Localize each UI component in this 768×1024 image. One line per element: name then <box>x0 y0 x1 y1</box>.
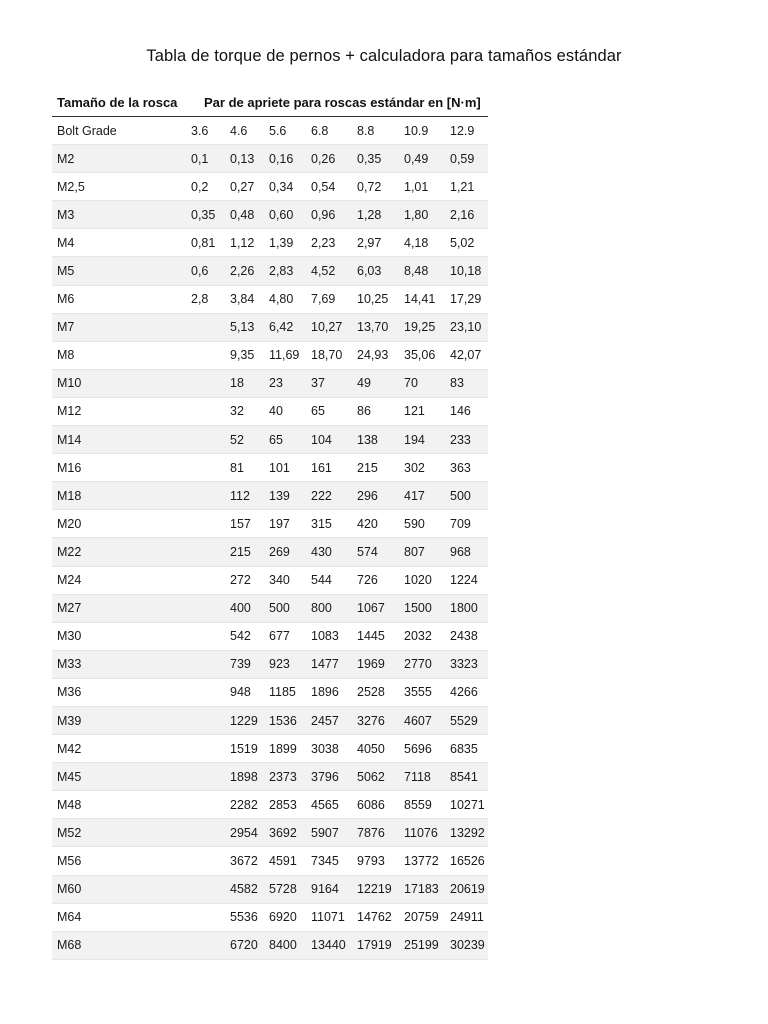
torque-value-cell <box>191 594 225 622</box>
torque-value-cell: 0,6 <box>191 257 225 285</box>
torque-value-cell <box>191 903 225 931</box>
torque-value-cell: 14762 <box>352 903 399 931</box>
thread-size-cell: M3 <box>52 201 191 229</box>
torque-value-cell: 1224 <box>445 566 488 594</box>
torque-value-cell: 17183 <box>399 875 445 903</box>
table-row <box>52 706 488 734</box>
torque-value-cell: 5,02 <box>445 229 488 257</box>
torque-value-cell: 1896 <box>306 678 352 706</box>
torque-value-cell: 5907 <box>306 819 352 847</box>
torque-value-cell: 726 <box>352 566 399 594</box>
torque-value-cell: 2770 <box>399 650 445 678</box>
torque-value-cell <box>191 426 225 454</box>
torque-value-cell: 20759 <box>399 903 445 931</box>
torque-value-cell: 1020 <box>399 566 445 594</box>
thread-size-cell: M10 <box>52 369 191 397</box>
torque-value-cell: 146 <box>445 397 488 425</box>
torque-value-cell: 574 <box>352 538 399 566</box>
torque-value-cell: 2282 <box>225 791 264 819</box>
thread-size-cell: M64 <box>52 903 191 931</box>
torque-value-cell: 542 <box>225 622 264 650</box>
torque-value-cell: 1,21 <box>445 173 488 201</box>
torque-value-cell: 11076 <box>399 819 445 847</box>
table-row <box>52 482 488 510</box>
thread-size-cell: M16 <box>52 454 191 482</box>
torque-value-cell: 5,13 <box>225 313 264 341</box>
table-row <box>52 791 488 819</box>
torque-value-cell: 2457 <box>306 706 352 734</box>
thread-size-cell: M48 <box>52 791 191 819</box>
torque-value-cell: 25199 <box>399 931 445 959</box>
torque-value-cell: 8541 <box>445 763 488 791</box>
table-row <box>52 117 488 145</box>
torque-value-cell: 10,25 <box>352 285 399 313</box>
torque-value-cell <box>191 313 225 341</box>
table-row <box>52 341 488 369</box>
torque-value-cell: 17919 <box>352 931 399 959</box>
torque-value-cell: 4,18 <box>399 229 445 257</box>
thread-size-cell: M42 <box>52 735 191 763</box>
torque-value-cell: 340 <box>264 566 306 594</box>
torque-value-cell: 296 <box>352 482 399 510</box>
torque-value-cell: 40 <box>264 397 306 425</box>
torque-value-cell: 272 <box>225 566 264 594</box>
torque-value-cell: 269 <box>264 538 306 566</box>
torque-value-cell: 2853 <box>264 791 306 819</box>
table-row <box>52 397 488 425</box>
torque-value-cell: 0,2 <box>191 173 225 201</box>
torque-value-cell: 17,29 <box>445 285 488 313</box>
thread-size-cell: M12 <box>52 397 191 425</box>
torque-value-cell: 1500 <box>399 594 445 622</box>
torque-value-cell: 590 <box>399 510 445 538</box>
torque-value-cell: 4050 <box>352 735 399 763</box>
torque-value-cell <box>191 341 225 369</box>
torque-value-cell: 81 <box>225 454 264 482</box>
torque-value-cell: 104 <box>306 426 352 454</box>
torque-value-cell: 4565 <box>306 791 352 819</box>
torque-value-cell: 2,97 <box>352 229 399 257</box>
torque-value-cell: 9,35 <box>225 341 264 369</box>
thread-size-cell: M52 <box>52 819 191 847</box>
torque-value-cell: 1,80 <box>399 201 445 229</box>
torque-value-cell: 6,03 <box>352 257 399 285</box>
table-row <box>52 903 488 931</box>
torque-value-cell: 13,70 <box>352 313 399 341</box>
torque-value-cell: 4.6 <box>225 117 264 145</box>
torque-value-cell: 3555 <box>399 678 445 706</box>
torque-value-cell: 13440 <box>306 931 352 959</box>
torque-value-cell: 7,69 <box>306 285 352 313</box>
torque-value-cell: 0,1 <box>191 145 225 173</box>
torque-value-cell: 0,16 <box>264 145 306 173</box>
torque-value-cell: 363 <box>445 454 488 482</box>
torque-value-cell: 417 <box>399 482 445 510</box>
torque-value-cell: 23,10 <box>445 313 488 341</box>
torque-value-cell: 1969 <box>352 650 399 678</box>
torque-value-cell: 24,93 <box>352 341 399 369</box>
torque-value-cell: 13772 <box>399 847 445 875</box>
thread-size-cell: M60 <box>52 875 191 903</box>
thread-size-cell: M5 <box>52 257 191 285</box>
torque-value-cell: 10,18 <box>445 257 488 285</box>
torque-value-cell: 3796 <box>306 763 352 791</box>
table-row <box>52 650 488 678</box>
torque-value-cell: 0,35 <box>352 145 399 173</box>
torque-value-cell: 0,60 <box>264 201 306 229</box>
torque-value-cell <box>191 847 225 875</box>
torque-value-cell <box>191 763 225 791</box>
torque-value-cell: 12.9 <box>445 117 488 145</box>
torque-value-cell: 49 <box>352 369 399 397</box>
torque-value-cell: 10.9 <box>399 117 445 145</box>
torque-value-cell: 4607 <box>399 706 445 734</box>
table-row <box>52 285 488 313</box>
table-row <box>52 173 488 201</box>
torque-value-cell: 215 <box>352 454 399 482</box>
torque-value-cell: 1477 <box>306 650 352 678</box>
torque-value-cell: 42,07 <box>445 341 488 369</box>
table-row <box>52 847 488 875</box>
table-row <box>52 454 488 482</box>
torque-value-cell <box>191 538 225 566</box>
torque-value-cell: 2954 <box>225 819 264 847</box>
torque-value-cell: 968 <box>445 538 488 566</box>
torque-value-cell: 215 <box>225 538 264 566</box>
torque-value-cell: 6920 <box>264 903 306 931</box>
header-thread-size: Tamaño de la rosca <box>52 88 191 117</box>
thread-size-cell: M22 <box>52 538 191 566</box>
torque-value-cell: 2438 <box>445 622 488 650</box>
torque-value-cell: 8400 <box>264 931 306 959</box>
table-row <box>52 145 488 173</box>
table-row <box>52 931 488 959</box>
torque-value-cell: 18,70 <box>306 341 352 369</box>
torque-value-cell: 7876 <box>352 819 399 847</box>
thread-size-cell: Bolt Grade <box>52 117 191 145</box>
thread-size-cell: M68 <box>52 931 191 959</box>
torque-value-cell: 23 <box>264 369 306 397</box>
torque-value-cell: 1067 <box>352 594 399 622</box>
torque-value-cell: 2,83 <box>264 257 306 285</box>
table-row <box>52 763 488 791</box>
torque-value-cell: 9793 <box>352 847 399 875</box>
torque-value-cell: 7345 <box>306 847 352 875</box>
torque-value-cell: 19,25 <box>399 313 445 341</box>
torque-value-cell: 18 <box>225 369 264 397</box>
torque-value-cell: 500 <box>445 482 488 510</box>
torque-value-cell: 948 <box>225 678 264 706</box>
torque-value-cell: 112 <box>225 482 264 510</box>
table-row <box>52 229 488 257</box>
torque-value-cell: 923 <box>264 650 306 678</box>
torque-value-cell: 0,34 <box>264 173 306 201</box>
torque-table <box>52 88 488 960</box>
page-title: Tabla de torque de pernos + calculadora para tamaños estándar <box>146 47 622 65</box>
thread-size-cell: M45 <box>52 763 191 791</box>
torque-value-cell: 420 <box>352 510 399 538</box>
torque-value-cell: 1800 <box>445 594 488 622</box>
table-row <box>52 257 488 285</box>
torque-value-cell: 5536 <box>225 903 264 931</box>
torque-value-cell: 0,81 <box>191 229 225 257</box>
torque-value-cell: 13292 <box>445 819 488 847</box>
torque-value-cell: 233 <box>445 426 488 454</box>
torque-value-cell: 800 <box>306 594 352 622</box>
torque-value-cell: 1445 <box>352 622 399 650</box>
torque-value-cell: 3276 <box>352 706 399 734</box>
torque-value-cell: 3692 <box>264 819 306 847</box>
torque-value-cell: 4,80 <box>264 285 306 313</box>
torque-value-cell: 0,59 <box>445 145 488 173</box>
torque-value-cell: 222 <box>306 482 352 510</box>
torque-value-cell: 11071 <box>306 903 352 931</box>
table-row <box>52 538 488 566</box>
torque-value-cell: 6086 <box>352 791 399 819</box>
torque-value-cell <box>191 819 225 847</box>
torque-value-cell: 1898 <box>225 763 264 791</box>
torque-value-cell: 197 <box>264 510 306 538</box>
table-row <box>52 313 488 341</box>
torque-value-cell: 709 <box>445 510 488 538</box>
torque-value-cell: 24911 <box>445 903 488 931</box>
torque-value-cell: 32 <box>225 397 264 425</box>
torque-value-cell: 30239 <box>445 931 488 959</box>
thread-size-cell: M6 <box>52 285 191 313</box>
torque-value-cell: 2,8 <box>191 285 225 313</box>
thread-size-cell: M8 <box>52 341 191 369</box>
torque-value-cell: 739 <box>225 650 264 678</box>
torque-value-cell <box>191 482 225 510</box>
torque-value-cell: 1,39 <box>264 229 306 257</box>
torque-value-cell: 14,41 <box>399 285 445 313</box>
table-row <box>52 369 488 397</box>
thread-size-cell: M20 <box>52 510 191 538</box>
torque-value-cell: 3038 <box>306 735 352 763</box>
torque-value-cell: 2,26 <box>225 257 264 285</box>
torque-value-cell: 6,42 <box>264 313 306 341</box>
thread-size-cell: M36 <box>52 678 191 706</box>
torque-value-cell <box>191 454 225 482</box>
torque-value-cell: 10,27 <box>306 313 352 341</box>
torque-value-cell: 1,01 <box>399 173 445 201</box>
table-row <box>52 201 488 229</box>
torque-value-cell: 70 <box>399 369 445 397</box>
torque-value-cell <box>191 397 225 425</box>
torque-value-cell <box>191 706 225 734</box>
torque-value-cell: 37 <box>306 369 352 397</box>
torque-value-cell: 161 <box>306 454 352 482</box>
torque-value-cell: 8559 <box>399 791 445 819</box>
torque-value-cell: 1536 <box>264 706 306 734</box>
torque-value-cell: 5696 <box>399 735 445 763</box>
table-row <box>52 875 488 903</box>
torque-value-cell: 8,48 <box>399 257 445 285</box>
table-row <box>52 594 488 622</box>
torque-value-cell: 0,26 <box>306 145 352 173</box>
torque-value-cell <box>191 510 225 538</box>
torque-value-cell: 0,96 <box>306 201 352 229</box>
table-row <box>52 426 488 454</box>
torque-value-cell: 35,06 <box>399 341 445 369</box>
torque-value-cell: 3,84 <box>225 285 264 313</box>
torque-value-cell: 194 <box>399 426 445 454</box>
torque-value-cell: 5529 <box>445 706 488 734</box>
header-torque: Par de apriete para roscas estándar en [N·m] <box>191 88 488 117</box>
torque-value-cell: 5062 <box>352 763 399 791</box>
torque-value-cell: 430 <box>306 538 352 566</box>
torque-value-cell: 0,54 <box>306 173 352 201</box>
torque-value-cell: 6835 <box>445 735 488 763</box>
thread-size-cell: M18 <box>52 482 191 510</box>
torque-value-cell: 86 <box>352 397 399 425</box>
torque-value-cell: 1229 <box>225 706 264 734</box>
torque-value-cell: 677 <box>264 622 306 650</box>
torque-value-cell: 5728 <box>264 875 306 903</box>
torque-value-cell: 101 <box>264 454 306 482</box>
torque-value-cell: 4582 <box>225 875 264 903</box>
table-row <box>52 735 488 763</box>
torque-value-cell: 544 <box>306 566 352 594</box>
torque-value-cell: 2528 <box>352 678 399 706</box>
thread-size-cell: M56 <box>52 847 191 875</box>
torque-value-cell: 0,49 <box>399 145 445 173</box>
torque-value-cell: 16526 <box>445 847 488 875</box>
torque-value-cell: 138 <box>352 426 399 454</box>
torque-value-cell: 1,28 <box>352 201 399 229</box>
table-row <box>52 819 488 847</box>
thread-size-cell: M14 <box>52 426 191 454</box>
thread-size-cell: M33 <box>52 650 191 678</box>
torque-value-cell: 2,23 <box>306 229 352 257</box>
thread-size-cell: M7 <box>52 313 191 341</box>
table-row <box>52 622 488 650</box>
torque-value-cell: 2,16 <box>445 201 488 229</box>
torque-value-cell: 4266 <box>445 678 488 706</box>
torque-value-cell: 139 <box>264 482 306 510</box>
torque-value-cell: 65 <box>306 397 352 425</box>
table-row <box>52 566 488 594</box>
torque-value-cell: 302 <box>399 454 445 482</box>
torque-value-cell <box>191 735 225 763</box>
torque-value-cell: 7118 <box>399 763 445 791</box>
torque-value-cell: 500 <box>264 594 306 622</box>
torque-value-cell: 65 <box>264 426 306 454</box>
torque-value-cell: 2032 <box>399 622 445 650</box>
torque-value-cell: 0,35 <box>191 201 225 229</box>
torque-value-cell: 83 <box>445 369 488 397</box>
torque-value-cell: 1899 <box>264 735 306 763</box>
torque-value-cell: 10271 <box>445 791 488 819</box>
thread-size-cell: M30 <box>52 622 191 650</box>
torque-value-cell: 52 <box>225 426 264 454</box>
torque-value-cell: 315 <box>306 510 352 538</box>
torque-value-cell: 6720 <box>225 931 264 959</box>
torque-value-cell: 400 <box>225 594 264 622</box>
torque-value-cell: 4,52 <box>306 257 352 285</box>
torque-value-cell: 0,13 <box>225 145 264 173</box>
torque-value-cell: 11,69 <box>264 341 306 369</box>
torque-value-cell: 1083 <box>306 622 352 650</box>
torque-value-cell: 0,48 <box>225 201 264 229</box>
torque-value-cell: 0,27 <box>225 173 264 201</box>
thread-size-cell: M39 <box>52 706 191 734</box>
torque-value-cell <box>191 369 225 397</box>
torque-value-cell: 3323 <box>445 650 488 678</box>
torque-value-cell: 6.8 <box>306 117 352 145</box>
torque-value-cell: 8.8 <box>352 117 399 145</box>
thread-size-cell: M2 <box>52 145 191 173</box>
torque-value-cell <box>191 791 225 819</box>
torque-value-cell <box>191 678 225 706</box>
table-body <box>52 117 488 960</box>
thread-size-cell: M4 <box>52 229 191 257</box>
torque-value-cell: 3.6 <box>191 117 225 145</box>
torque-value-cell: 121 <box>399 397 445 425</box>
torque-value-cell: 12219 <box>352 875 399 903</box>
torque-value-cell: 4591 <box>264 847 306 875</box>
torque-value-cell: 157 <box>225 510 264 538</box>
table-row <box>52 678 488 706</box>
thread-size-cell: M27 <box>52 594 191 622</box>
torque-value-cell: 9164 <box>306 875 352 903</box>
thread-size-cell: M24 <box>52 566 191 594</box>
torque-value-cell <box>191 931 225 959</box>
torque-value-cell: 3672 <box>225 847 264 875</box>
torque-value-cell <box>191 622 225 650</box>
table-row <box>52 510 488 538</box>
torque-value-cell <box>191 650 225 678</box>
torque-value-cell: 1185 <box>264 678 306 706</box>
torque-value-cell: 1,12 <box>225 229 264 257</box>
torque-value-cell: 2373 <box>264 763 306 791</box>
thread-size-cell: M2,5 <box>52 173 191 201</box>
table-header-row <box>52 88 488 117</box>
torque-value-cell: 20619 <box>445 875 488 903</box>
torque-value-cell: 5.6 <box>264 117 306 145</box>
torque-value-cell <box>191 875 225 903</box>
torque-value-cell: 1519 <box>225 735 264 763</box>
torque-value-cell: 0,72 <box>352 173 399 201</box>
torque-value-cell <box>191 566 225 594</box>
torque-value-cell: 807 <box>399 538 445 566</box>
